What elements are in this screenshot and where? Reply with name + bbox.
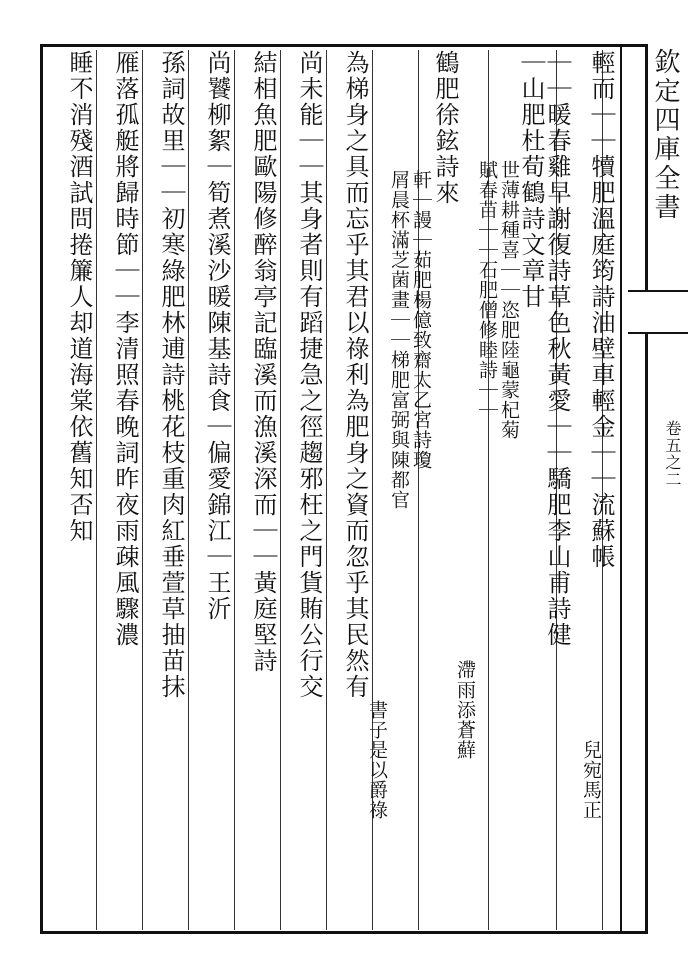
text-column: 世薄耕種喜｜｜恣肥陸龜蒙杞菊 [498,160,520,440]
text-column: 屑晨杯滿芝菌畫｜｜梯肥富弼與陳都官 [388,170,410,510]
text-column: 結相魚肥歐陽修醉翁亭記臨溪而漁溪深而｜｜黃庭堅詩 [249,50,277,674]
text-column: 滯雨添蒼蘚 [454,660,476,760]
text-column: 為梯身之具而忘乎其君以祿利為肥身之資而忽乎其民然有 [341,50,369,700]
text-column: 孫詞故里｜｜初寒綠肥林逋詩桃花枝重肉紅垂萱草抽苗抹 [157,50,185,700]
text-column: 輕而｜｜犢肥溫庭筠詩油壁車輕金｜｜流蘇帳 [587,50,615,570]
text-column: 尚饕柳絮｜筍煮溪沙暖陳基詩食｜偏愛錦江｜王沂 [203,50,231,622]
text-column: ｜｜暖春雞早謝復詩草色秋黃愛｜｜驕肥李山甫詩健 [543,50,571,648]
book-title: 欽定四庫全書 [650,48,680,222]
juan-label: 卷五之二 [663,420,682,488]
text-column: 軒｜謾｜茹肥楊億致齋太乙宮詩瓊 [410,170,432,470]
text-column: 鶴肥徐鉉詩來 [431,50,459,206]
text-column: 雁落孤艇將歸時節｜｜李清照春晚詞昨夜雨疎風驟濃 [111,50,139,648]
text-column: ｜山肥杜荀鶴詩文章甘 [517,50,545,310]
text-column: 睡不消殘酒試問捲簾人却道海棠依舊知否知 [65,50,93,544]
page-gutter [620,44,648,934]
text-column: 書子是以爵祿 [366,700,388,820]
text-column: 尚未能｜｜其身者則有蹈捷急之徑趨邪枉之門貨賄公行交 [295,50,323,700]
text-column: 兒宛馬正 [580,740,602,820]
text-column: 賦春苗｜｜石肥僧修睦詩｜｜ [476,160,498,420]
